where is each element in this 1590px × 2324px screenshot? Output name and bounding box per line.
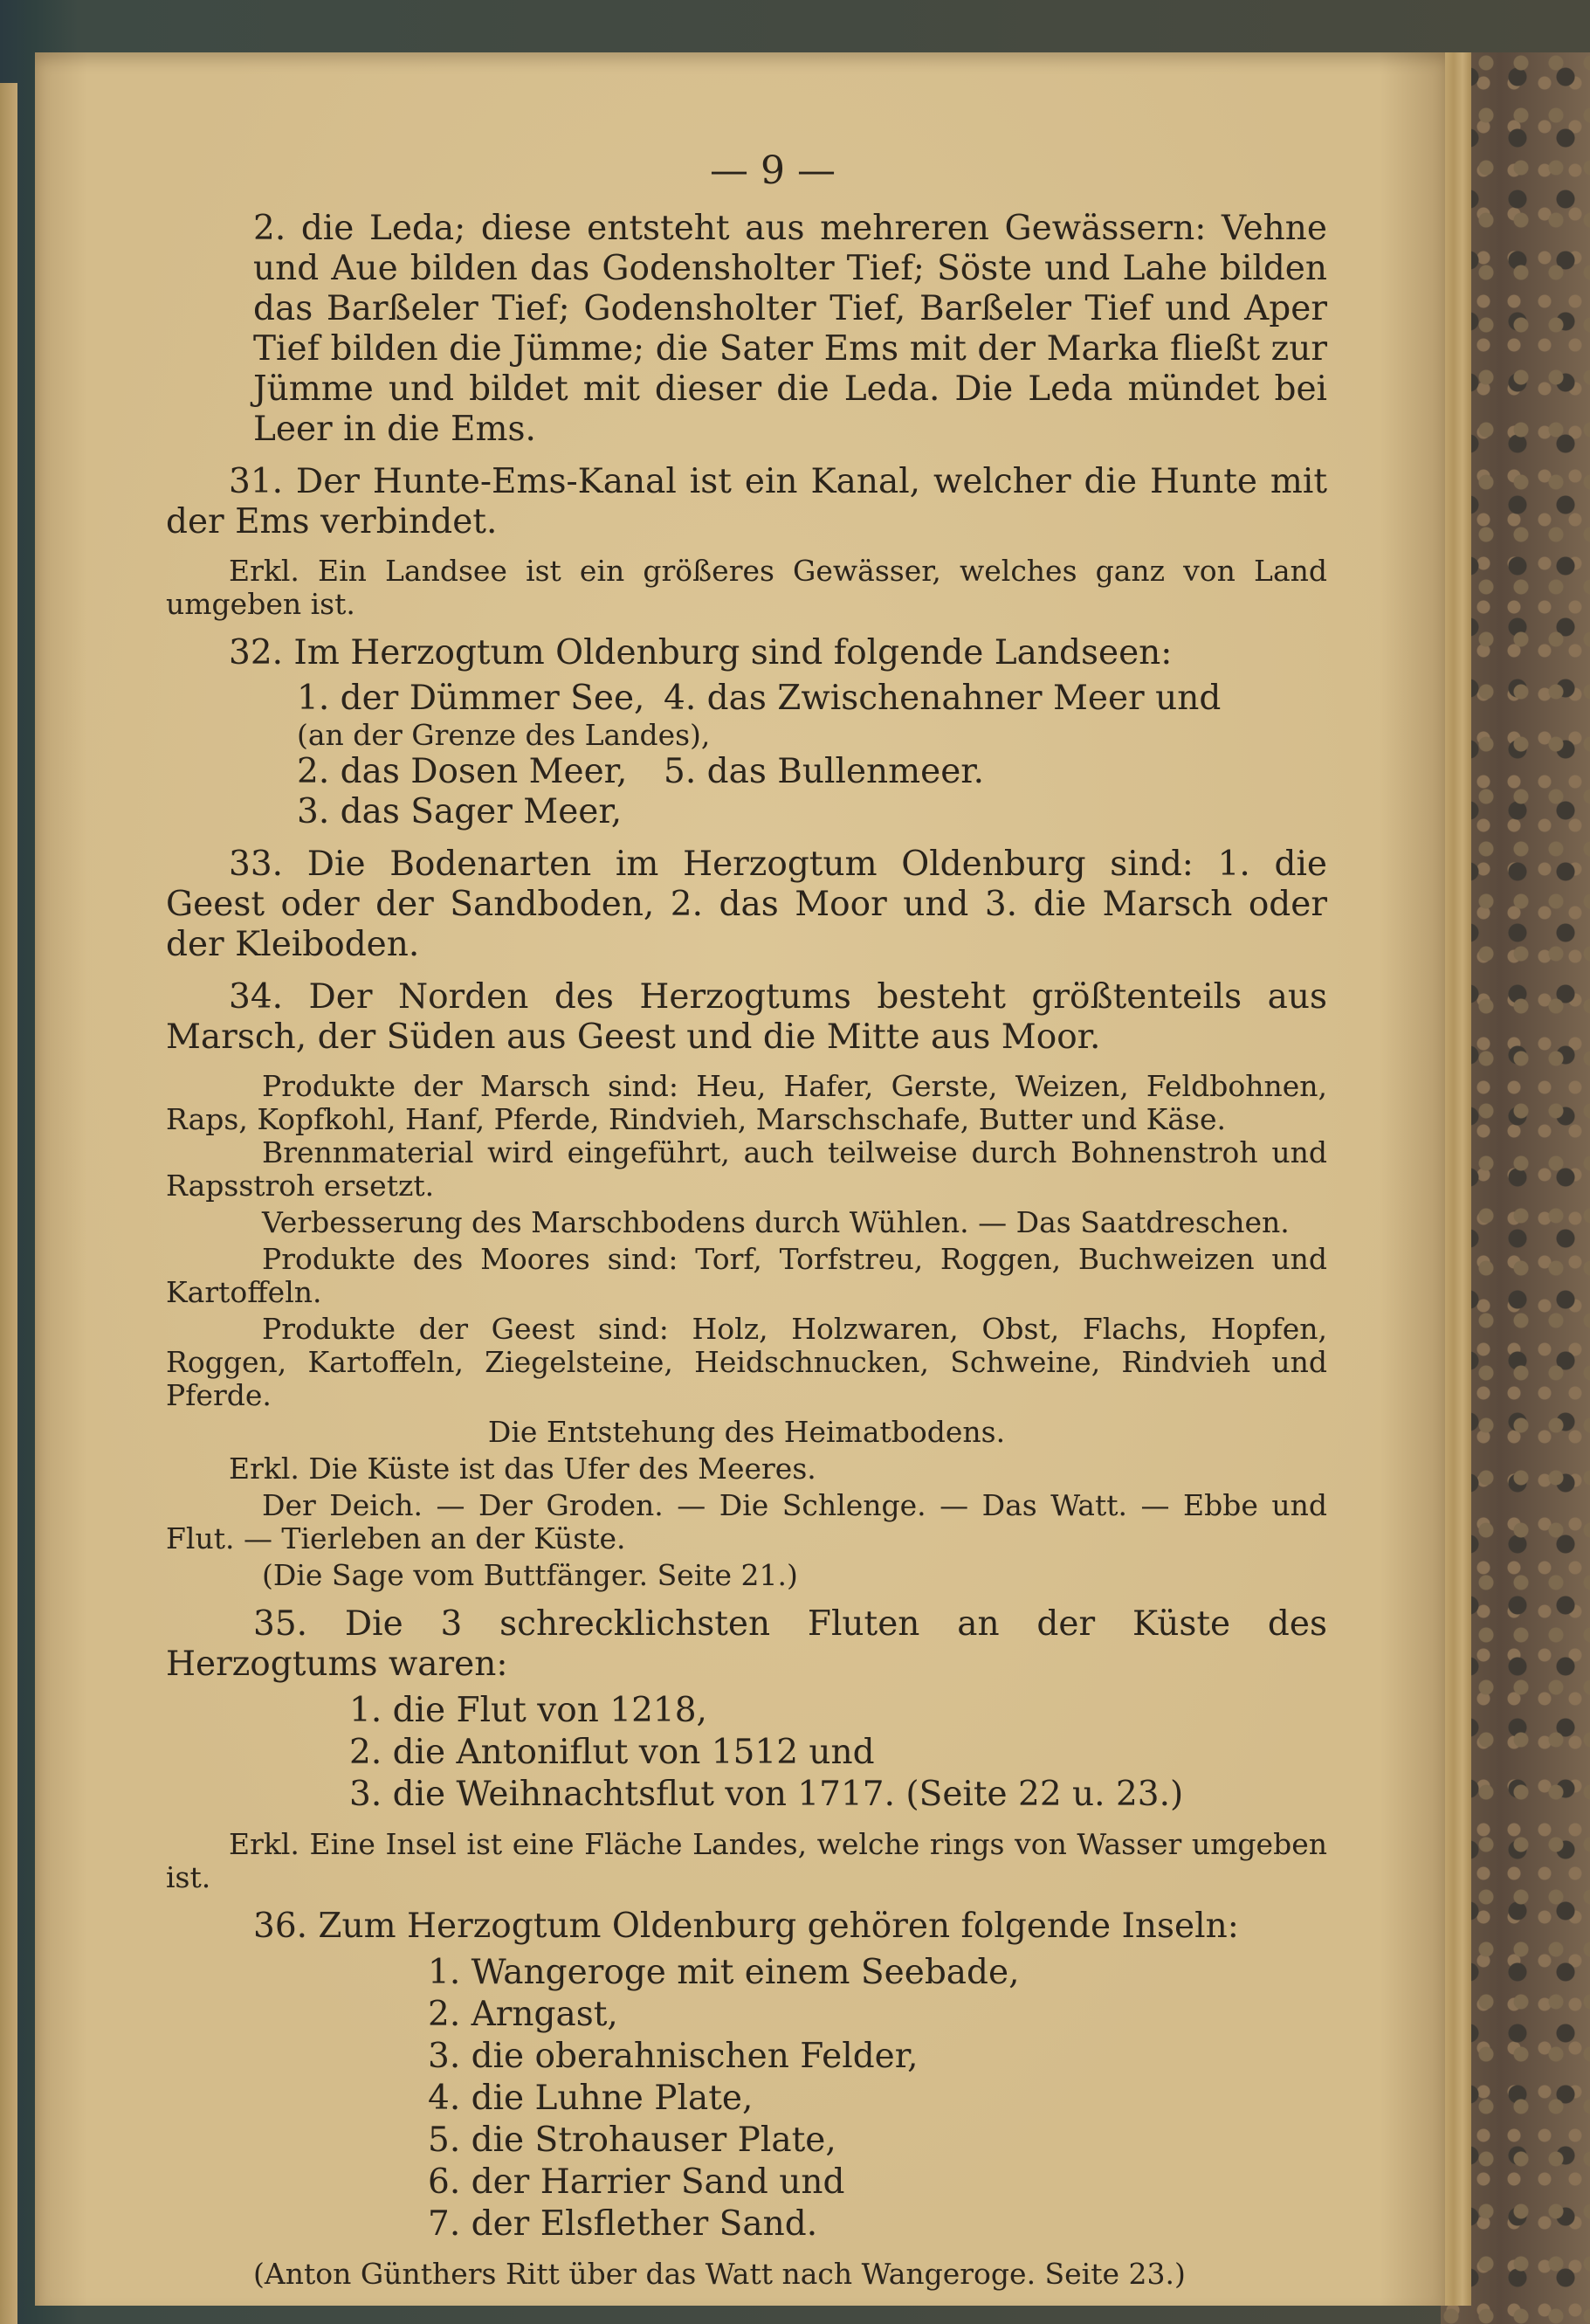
erkl-insel: Erkl. Eine Insel ist eine Fläche Landes, welche rings von Wasser umgeben ist. [166,1827,1327,1894]
item-leda: 2. die Leda; diese entsteht aus mehreren Gewässern: Vehne und Aue bilden das Godensholter Tief; Söste und Lahe bilden das Barßeler Tief; Godensholter Tief, Barßeler Tief und Aper Tief bilden die Jümme; die Sater Ems mit der Marka fließt zur Jümme und bildet mit dieser die Leda. Die Leda mündet bei Leer in die Ems. [253,209,1327,449]
section-31: 31. Der Hunte-Ems-Kanal ist ein Kanal, welcher die Hunte mit der Ems verbindet. [166,462,1327,541]
island-item: 4. die Luhne Plate, [428,2079,754,2118]
marsch-notes [166,1070,1327,1592]
island-item: 1. Wangeroge mit einem Seebade, [428,1953,1020,1992]
island-item: 6. der Harrier Sand und [428,2162,845,2202]
lakes-list [166,679,1327,832]
left-page-edge [0,83,17,2324]
flood-item: 2. die Antoniflut von 1512 und [349,1733,875,1772]
note-kueste: Erkl. Die Küste ist das Ufer des Meeres. [229,1452,816,1486]
flood-item: 3. die Weihnachtsflut von 1717. (Seite 22 u. 23.) [349,1775,1184,1814]
lake-2: 2. das Dosen Meer, [297,752,628,791]
note-geest-products: Produkte der Geest sind: Holz, Holzwaren, Obst, Flachs, Hopfen, Roggen, Kartoffeln, Ziegelsteine, Heidschnucken, Schweine, Rindvieh und Pferde. [166,1312,1327,1412]
page-content [166,148,1327,2291]
island-item: 7. der Elsflether Sand. [428,2204,818,2244]
lake-1: 1. der Dümmer See, [297,679,645,718]
section-34: 34. Der Norden des Herzogtums besteht größtenteils aus Marsch, der Süden aus Geest und die Mitte aus Moor. [166,977,1327,1057]
book-page [35,52,1448,2306]
section-35: 35. Die 3 schrecklichsten Fluten an der Küste des Herzogtums waren: [166,1604,1327,1684]
closing-reference: (Anton Günthers Ritt über das Watt nach Wangeroge. Seite 23.) [253,2257,1186,2291]
floods-list [166,1690,1327,1816]
note-brennmaterial: Brennmaterial wird eingeführt, auch teilweise durch Bohnenstroh und Rapsstroh ersetzt. [166,1135,1327,1203]
note-marsch-products: Produkte der Marsch sind: Heu, Hafer, Gerste, Weizen, Feldbohnen, Raps, Kopfkohl, Hanf, Pferde, Rindvieh, Marschschafe, Butter und Käse. [166,1069,1327,1136]
section-32: 32. Im Herzogtum Oldenburg sind folgende Landseen: [229,633,1173,672]
island-item: 5. die Strohauser Plate, [428,2121,836,2160]
island-item: 3. die oberahnischen Felder, [428,2037,919,2076]
page-number: — 9 — [710,148,836,193]
lake-1-note: (an der Grenze des Landes), [297,718,711,752]
lake-4: 4. das Zwischenahner Meer und [664,679,1222,718]
note-moor-products: Produkte des Moores sind: Torf, Torfstreu, Roggen, Buchweizen und Kartoffeln. [166,1242,1327,1309]
section-33: 33. Die Bodenarten im Herzogtum Oldenburg sind: 1. die Geest oder der Sandboden, 2. das Moor und 3. die Marsch oder der Kleiboden. [166,845,1327,964]
lake-5: 5. das Bullenmeer. [664,752,985,791]
erkl-landsee: Erkl. Ein Landsee ist ein größeres Gewässer, welches ganz von Land umgeben ist. [166,554,1327,621]
note-verbesserung: Verbesserung des Marschbodens durch Wühlen. — Das Saatdreschen. [262,1205,1290,1239]
page-stack-edge [1445,52,1471,2306]
section-36: 36. Zum Herzogtum Oldenburg gehören folgende Inseln: [253,1907,1239,1946]
note-deich: Der Deich. — Der Groden. — Die Schlenge. — Das Watt. — Ebbe und Flut. — Tierleben an der Küste. [166,1488,1327,1555]
island-item: 2. Arngast, [428,1995,618,2034]
note-buttfaenger: (Die Sage vom Buttfänger. Seite 21.) [262,1558,798,1592]
lake-3: 3. das Sager Meer, [297,792,623,831]
flood-item: 1. die Flut von 1218, [349,1691,707,1730]
note-heimatboden: Die Entstehung des Heimatbodens. [487,1415,1006,1449]
islands-list [166,1952,1327,2245]
